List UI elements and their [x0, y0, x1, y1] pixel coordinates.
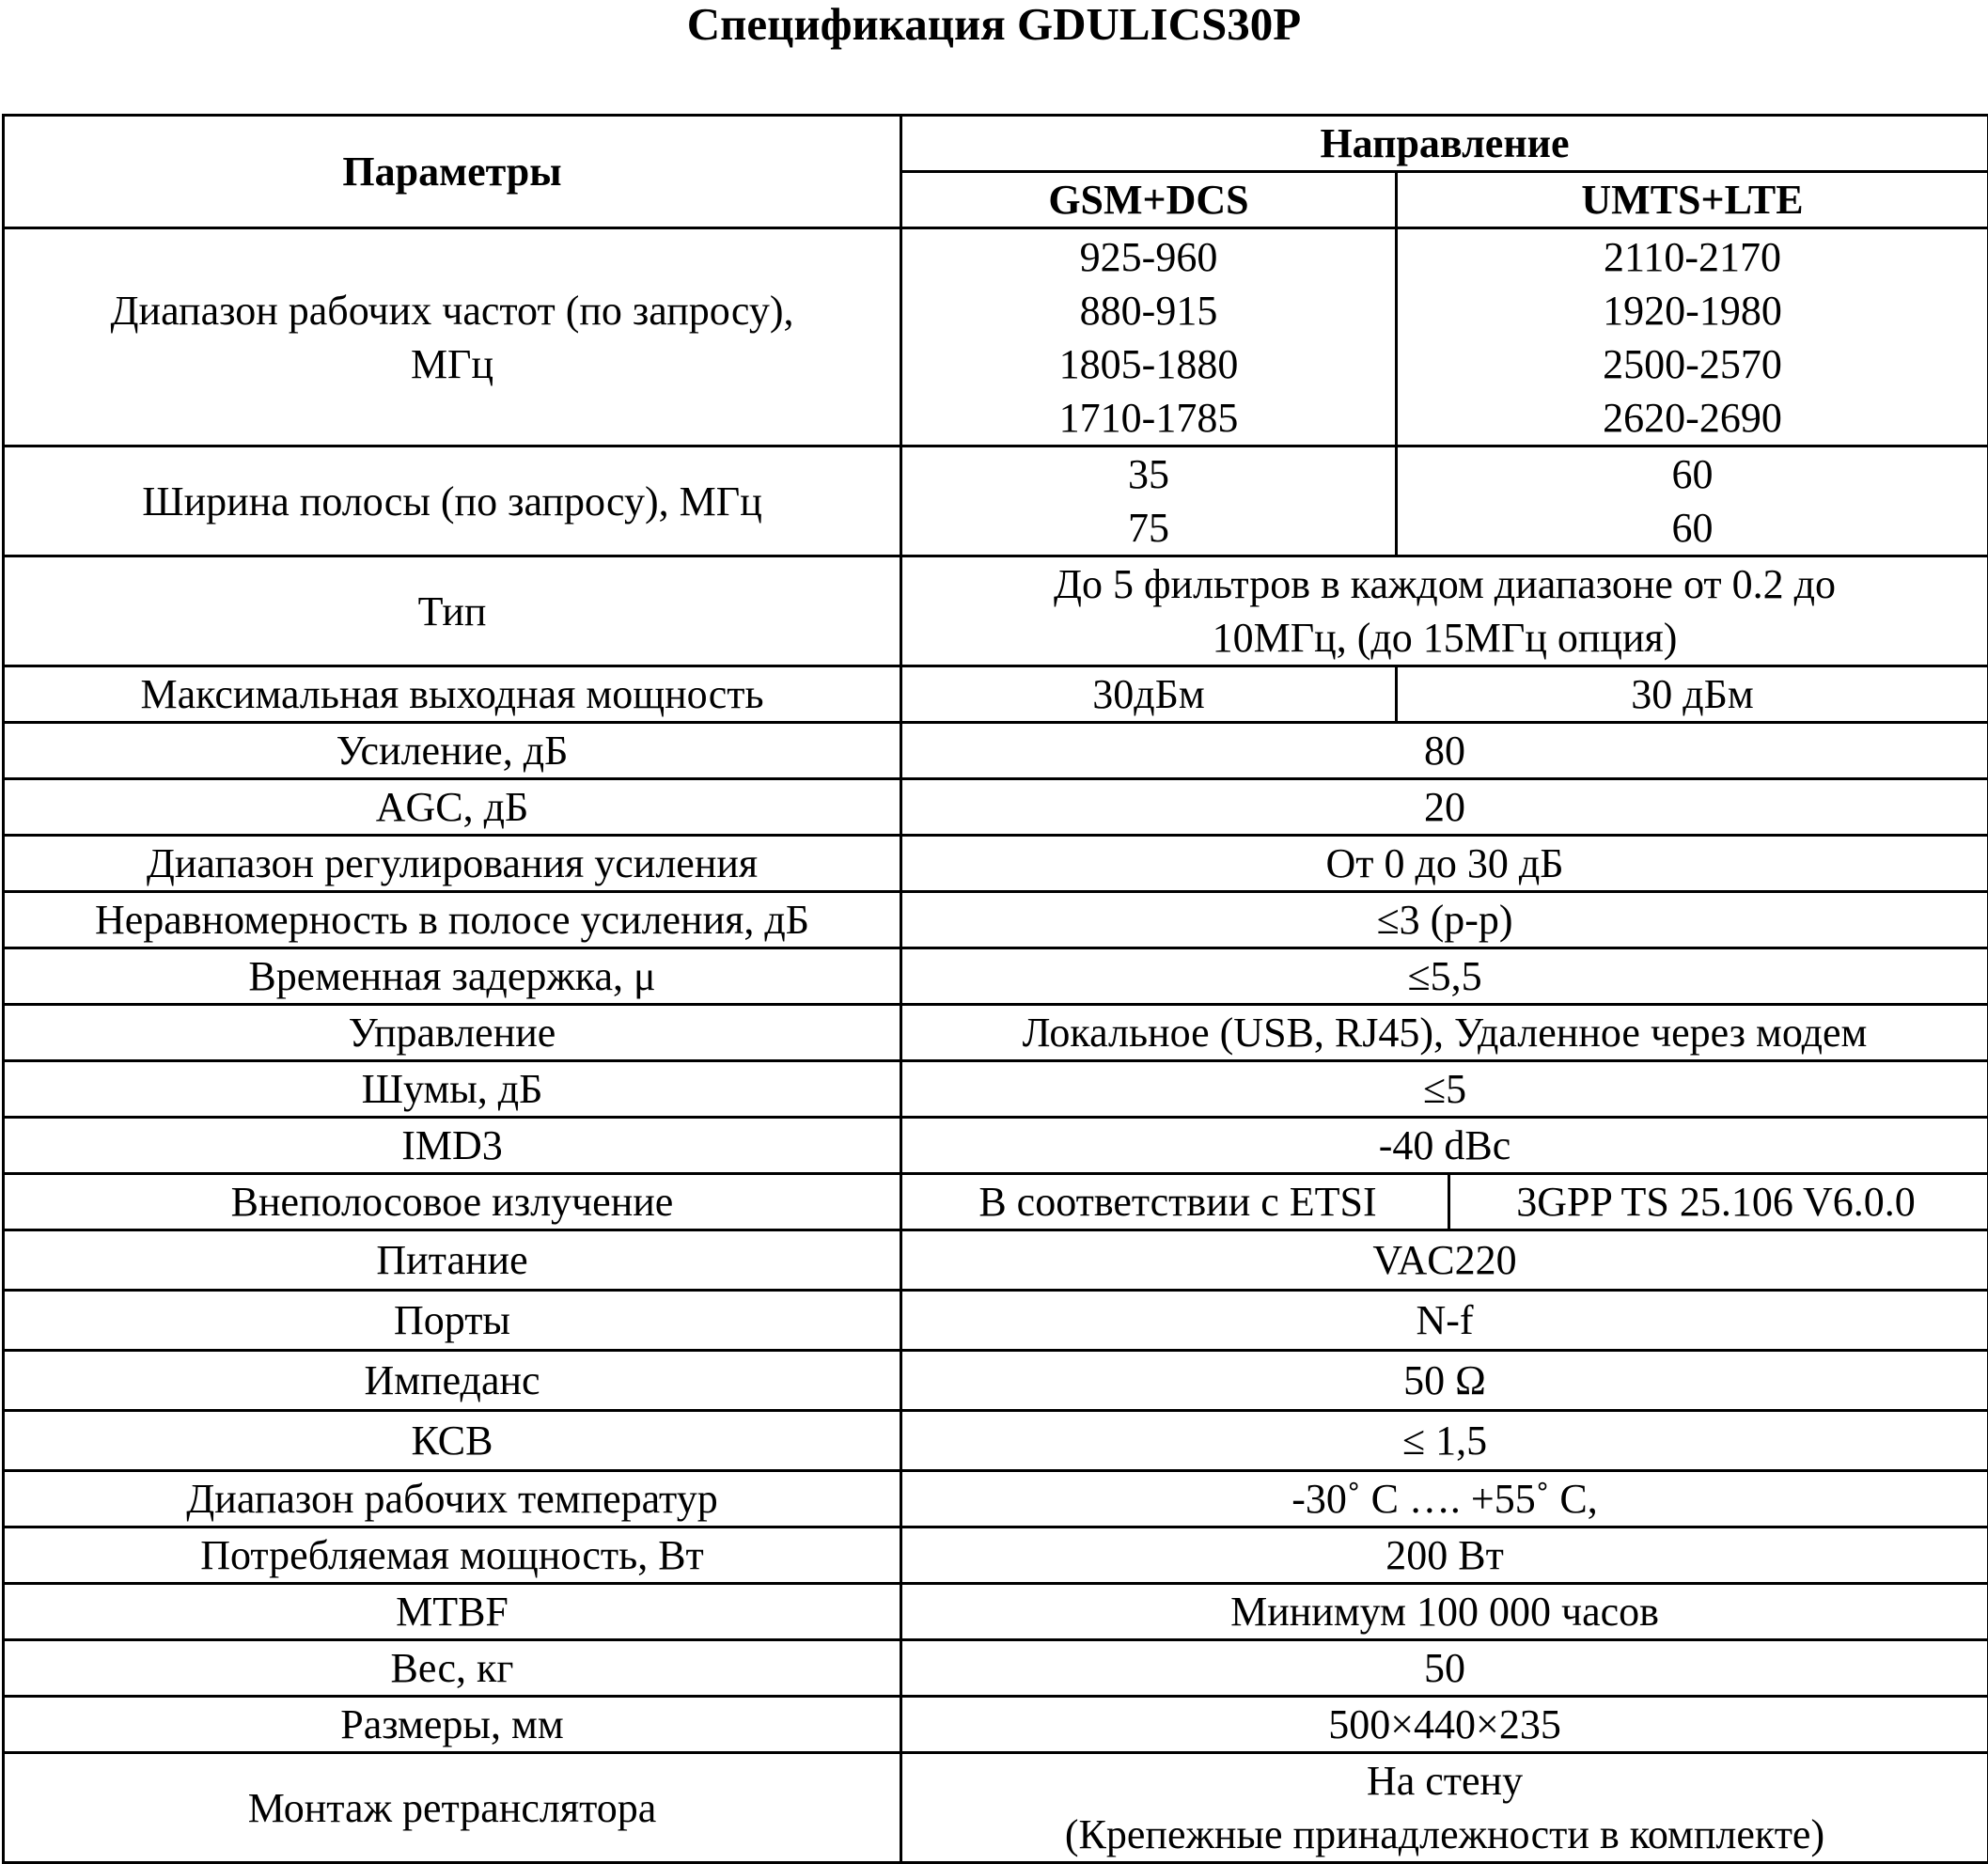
row-value: От 0 до 30 дБ [901, 836, 1988, 892]
table-row [4, 556, 1988, 666]
mounting-value [901, 1753, 1988, 1863]
table-row [4, 446, 1988, 556]
table-row [4, 1291, 1988, 1351]
row-label: Внеполосовое излучение [4, 1174, 901, 1230]
row-label: IMD3 [4, 1118, 901, 1174]
freq-value: 1710-1785 [908, 391, 1389, 445]
row-label: Диапазон регулирования усиления [4, 836, 901, 892]
freq-value: 1805-1880 [908, 337, 1389, 391]
table-row [4, 1118, 1988, 1174]
table-row [4, 1697, 1988, 1753]
row-value: ≤5 [901, 1061, 1988, 1118]
table-row [4, 1411, 1988, 1471]
row-label: Неравномерность в полосе усиления, дБ [4, 892, 901, 948]
row-value: 20 [901, 779, 1988, 836]
row-label: Порты [4, 1291, 901, 1351]
table-row [4, 1061, 1988, 1118]
table-row [4, 779, 1988, 836]
row-label: Максимальная выходная мощность [4, 666, 901, 723]
row-value: 80 [901, 723, 1988, 779]
row-label: AGC, дБ [4, 779, 901, 836]
row-label: Потребляемая мощность, Вт [4, 1527, 901, 1584]
table-row [4, 1753, 1988, 1863]
row-value: Минимум 100 000 часов [901, 1584, 1988, 1640]
table-row [4, 1584, 1988, 1640]
max-power-umts: 30 дБм [1397, 666, 1988, 723]
table-row [4, 948, 1988, 1005]
value-line: До 5 фильтров в каждом диапазоне от 0.2 до [908, 557, 1981, 611]
row-label: Монтаж ретранслятора [4, 1753, 901, 1863]
header-umts-lte: UMTS+LTE [1397, 172, 1988, 228]
freq-value: 1920-1980 [1403, 284, 1981, 337]
row-label: Тип [4, 556, 901, 666]
spec-table [2, 114, 1988, 1864]
freq-value: 2620-2690 [1403, 391, 1981, 445]
table-row [4, 1230, 1988, 1291]
max-power-gsm: 30дБм [901, 666, 1397, 723]
freq-value: 2500-2570 [1403, 337, 1981, 391]
row-label: Размеры, мм [4, 1697, 901, 1753]
row-value: N-f [901, 1291, 1988, 1351]
table-row [4, 1174, 1988, 1230]
table-row [4, 836, 1988, 892]
row-value: VAC220 [901, 1230, 1988, 1291]
spurious-value [901, 1174, 1988, 1230]
bandwidth-value: 75 [908, 501, 1389, 555]
table-row [4, 1351, 1988, 1411]
table-row [4, 1005, 1988, 1061]
freq-gsm-cell [901, 228, 1397, 446]
row-value: -40 dBc [901, 1118, 1988, 1174]
row-label: Управление [4, 1005, 901, 1061]
freq-value: 925-960 [908, 230, 1389, 284]
table-row [4, 892, 1988, 948]
header-direction: Направление [901, 116, 1988, 172]
row-label: Вес, кг [4, 1640, 901, 1697]
row-value: 50 Ω [901, 1351, 1988, 1411]
row-label: Диапазон рабочих температур [4, 1471, 901, 1527]
freq-value: 2110-2170 [1403, 230, 1981, 284]
value-line: (Крепежные принадлежности в комплекте) [908, 1808, 1981, 1861]
table-row [4, 1527, 1988, 1584]
value-line: 10МГц, (до 15МГц опция) [908, 611, 1981, 665]
spurious-etsi: В соответствии с ETSI [908, 1175, 1450, 1229]
spurious-3gpp: 3GPP TS 25.106 V6.0.0 [1450, 1175, 1981, 1229]
row-label: MTBF [4, 1584, 901, 1640]
row-label: Питание [4, 1230, 901, 1291]
freq-value: 880-915 [908, 284, 1389, 337]
row-label: Ширина полосы (по запросу), МГц [4, 446, 901, 556]
type-value [901, 556, 1988, 666]
row-value: -30˚ C …. +55˚ C, [901, 1471, 1988, 1527]
value-line: На стену [908, 1754, 1981, 1808]
row-value: Локальное (USB, RJ45), Удаленное через модем [901, 1005, 1988, 1061]
table-row [4, 228, 1988, 446]
row-label: Временная задержка, μ [4, 948, 901, 1005]
header-params: Параметры [4, 116, 901, 228]
row-value: 500×440×235 [901, 1697, 1988, 1753]
bandwidth-umts-cell [1397, 446, 1988, 556]
row-value: ≤3 (p-p) [901, 892, 1988, 948]
table-row [4, 1471, 1988, 1527]
table-row [4, 666, 1988, 723]
freq-umts-cell [1397, 228, 1988, 446]
header-gsm-dcs: GSM+DCS [901, 172, 1397, 228]
page-title: Спецификация GDULICS30P [0, 0, 1988, 53]
bandwidth-gsm-cell [901, 446, 1397, 556]
row-value: ≤5,5 [901, 948, 1988, 1005]
label-line: МГц [10, 337, 894, 391]
table-row [4, 1640, 1988, 1697]
row-label: Усиление, дБ [4, 723, 901, 779]
row-label: Импеданс [4, 1351, 901, 1411]
row-value: 50 [901, 1640, 1988, 1697]
bandwidth-value: 60 [1403, 447, 1981, 501]
row-label: Шумы, дБ [4, 1061, 901, 1118]
row-label [4, 228, 901, 446]
bandwidth-value: 60 [1403, 501, 1981, 555]
row-value: ≤ 1,5 [901, 1411, 1988, 1471]
label-line: Диапазон рабочих частот (по запросу), [10, 284, 894, 337]
row-label: КСВ [4, 1411, 901, 1471]
row-value: 200 Вт [901, 1527, 1988, 1584]
bandwidth-value: 35 [908, 447, 1389, 501]
table-row [4, 723, 1988, 779]
